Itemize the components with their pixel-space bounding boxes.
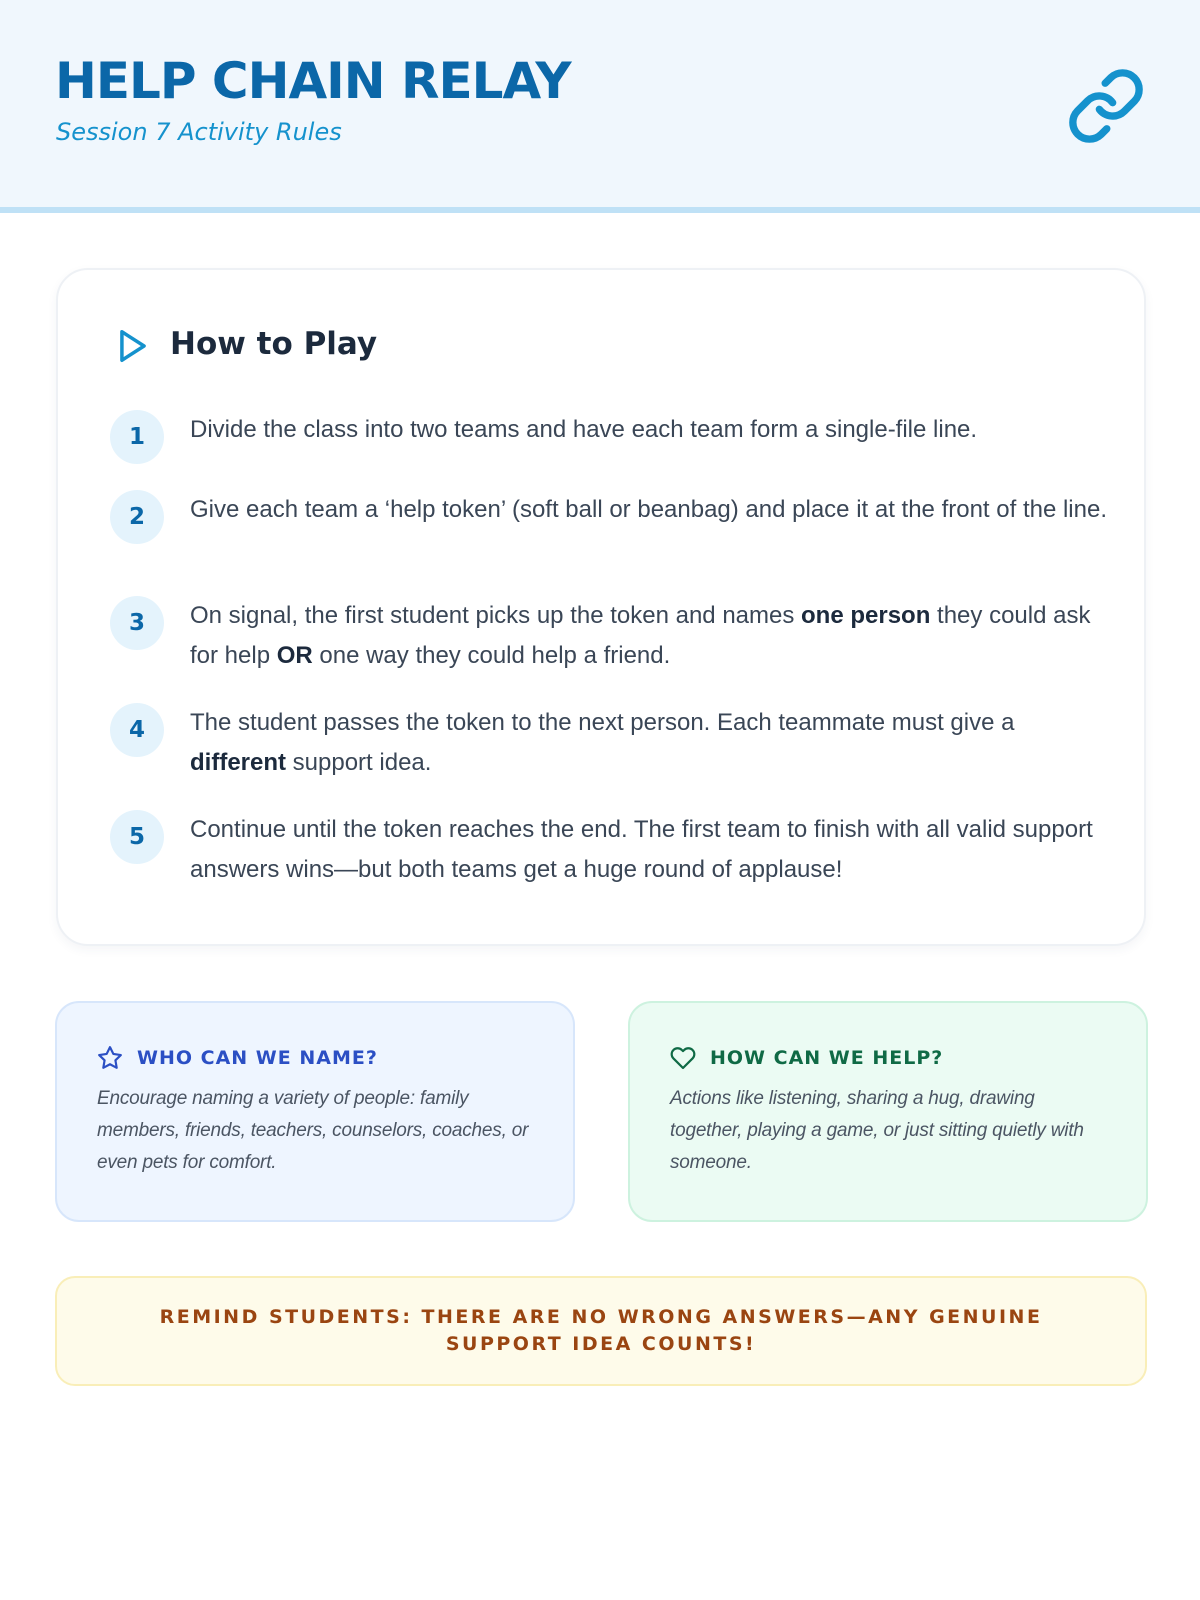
reminder-text: REMIND STUDENTS: THERE ARE NO WRONG ANSWERS—ANY GENUINE SUPPORT IDEA COUNTS! bbox=[159, 1306, 1043, 1355]
step-text bbox=[190, 703, 1110, 783]
step-emphasis: one person bbox=[801, 602, 931, 629]
info-card-header bbox=[97, 1043, 533, 1073]
step-text bbox=[190, 490, 1110, 530]
step-text-segment: The student passes the token to the next person. Each teammate must give a bbox=[190, 709, 1015, 736]
step-text-segment: one way they could help a friend. bbox=[312, 642, 671, 669]
info-card-title: WHO CAN WE NAME? bbox=[137, 1047, 378, 1069]
step-text-segment: Continue until the token reaches the end. The first team to finish with all valid support answers wins—but both teams get a huge round of applause! bbox=[190, 816, 1093, 883]
step-text-segment: support idea. bbox=[286, 749, 432, 776]
step-number: 1 bbox=[110, 410, 164, 464]
link-icon bbox=[1066, 66, 1146, 146]
step-text bbox=[190, 596, 1110, 676]
info-card-body: Actions like listening, sharing a hug, drawing together, playing a game, or just sitting quietly with someone. bbox=[670, 1088, 1084, 1173]
page-title: HELP CHAIN RELAY bbox=[55, 52, 571, 110]
step-text-segment: Give each team a ‘help token’ (soft ball or beanbag) and place it at the front of the line. bbox=[190, 496, 1108, 523]
step-text bbox=[190, 810, 1110, 890]
reminder-banner bbox=[55, 1276, 1147, 1386]
step-emphasis: different bbox=[190, 749, 286, 776]
step-emphasis: OR bbox=[276, 642, 313, 669]
star-icon bbox=[97, 1045, 123, 1071]
step-number: 4 bbox=[110, 703, 164, 757]
page-subtitle: Session 7 Activity Rules bbox=[56, 118, 342, 146]
info-card-header bbox=[670, 1043, 1106, 1073]
step-text-segment: they could ask for help bbox=[190, 602, 1091, 669]
step-number: 3 bbox=[110, 596, 164, 650]
step-text-segment: Divide the class into two teams and have each team form a single-file line. bbox=[190, 416, 978, 443]
info-card-title: HOW CAN WE HELP? bbox=[710, 1047, 944, 1069]
heart-icon bbox=[670, 1045, 696, 1071]
info-card-body: Encourage naming a variety of people: family members, friends, teachers, counselors, coaches, or even pets for comfort. bbox=[97, 1088, 529, 1173]
play-icon bbox=[114, 327, 152, 365]
rules-title: How to Play bbox=[170, 326, 378, 362]
how-can-we-help-card bbox=[628, 1001, 1148, 1222]
step-text-segment: On signal, the first student picks up the token and names bbox=[190, 602, 802, 629]
step-text bbox=[190, 410, 1110, 450]
page-header bbox=[0, 0, 1200, 213]
step-number: 5 bbox=[110, 810, 164, 864]
step-number: 2 bbox=[110, 490, 164, 544]
who-can-we-name-card bbox=[55, 1001, 575, 1222]
